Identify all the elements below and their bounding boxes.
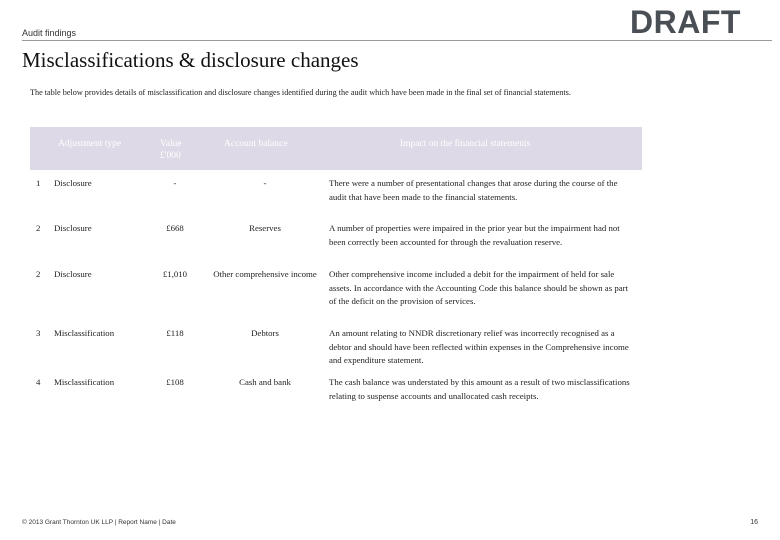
row-adjustment-type: Misclassification — [54, 377, 115, 387]
row-number: 2 — [36, 223, 41, 233]
table-header — [30, 127, 642, 170]
row-value: £108 — [166, 377, 184, 387]
row-account-balance: Cash and bank — [239, 377, 291, 387]
page-title: Misclassifications & disclosure changes — [22, 48, 359, 72]
row-account-balance: - — [263, 178, 267, 188]
row-account-balance: Debtors — [251, 328, 279, 338]
column-header-balance: Account balance — [224, 139, 288, 149]
footer-copyright: © 2013 Grant Thornton UK LLP | Report Name | Date — [22, 519, 176, 526]
row-impact: A number of properties were impaired in the prior year but the impairment had not been correctly been accounted for through the revaluation reserve. — [329, 223, 620, 247]
row-number: 2 — [36, 269, 41, 279]
row-number: 4 — [36, 377, 41, 387]
row-value: £1,010 — [162, 269, 188, 279]
section-label: Audit findings — [22, 28, 77, 38]
row-value: - — [173, 178, 177, 188]
row-adjustment-type: Disclosure — [54, 223, 92, 233]
column-header-value-unit: £'000 — [160, 151, 181, 161]
column-header-value — [160, 138, 182, 162]
row-impact: Other comprehensive income included a debit for the impairment of held for sale assets. In accordance with the Accounting Code this balance should be shown as part of the deficit on the provision of services. — [329, 269, 629, 306]
draft-watermark: DRAFT — [630, 4, 741, 40]
row-adjustment-type: Disclosure — [54, 178, 92, 188]
row-number: 3 — [36, 328, 41, 338]
header-divider — [22, 40, 772, 41]
row-number: 1 — [36, 178, 41, 188]
row-account-balance: Reserves — [249, 223, 281, 233]
row-value: £118 — [166, 328, 184, 338]
row-impact: An amount relating to NNDR discretionary relief was incorrectly recognised as a debtor and should have been reflected within expenses in the Comprehensive income and expenditure statement. — [329, 328, 629, 365]
page-number: 16 — [750, 519, 758, 526]
intro-text: The table below provides details of misclassification and disclosure changes identified during the audit which have been made in the final set of financial statements. — [30, 88, 571, 97]
row-impact: The cash balance was understated by this amount as a result of two misclassifications relating to suspense accounts and unallocated cash receipts. — [329, 377, 630, 401]
row-value: £668 — [166, 223, 184, 233]
column-header-type: Adjustment type — [58, 139, 122, 149]
row-account-balance: Other comprehensive income — [213, 269, 317, 279]
row-impact: There were a number of presentational changes that arose during the course of the audit that have been made to the financial statements. — [329, 178, 618, 202]
row-adjustment-type: Disclosure — [54, 269, 92, 279]
row-adjustment-type: Misclassification — [54, 328, 115, 338]
column-header-value-label: Value — [160, 139, 182, 149]
column-header-impact: Impact on the financial statements — [400, 139, 531, 149]
